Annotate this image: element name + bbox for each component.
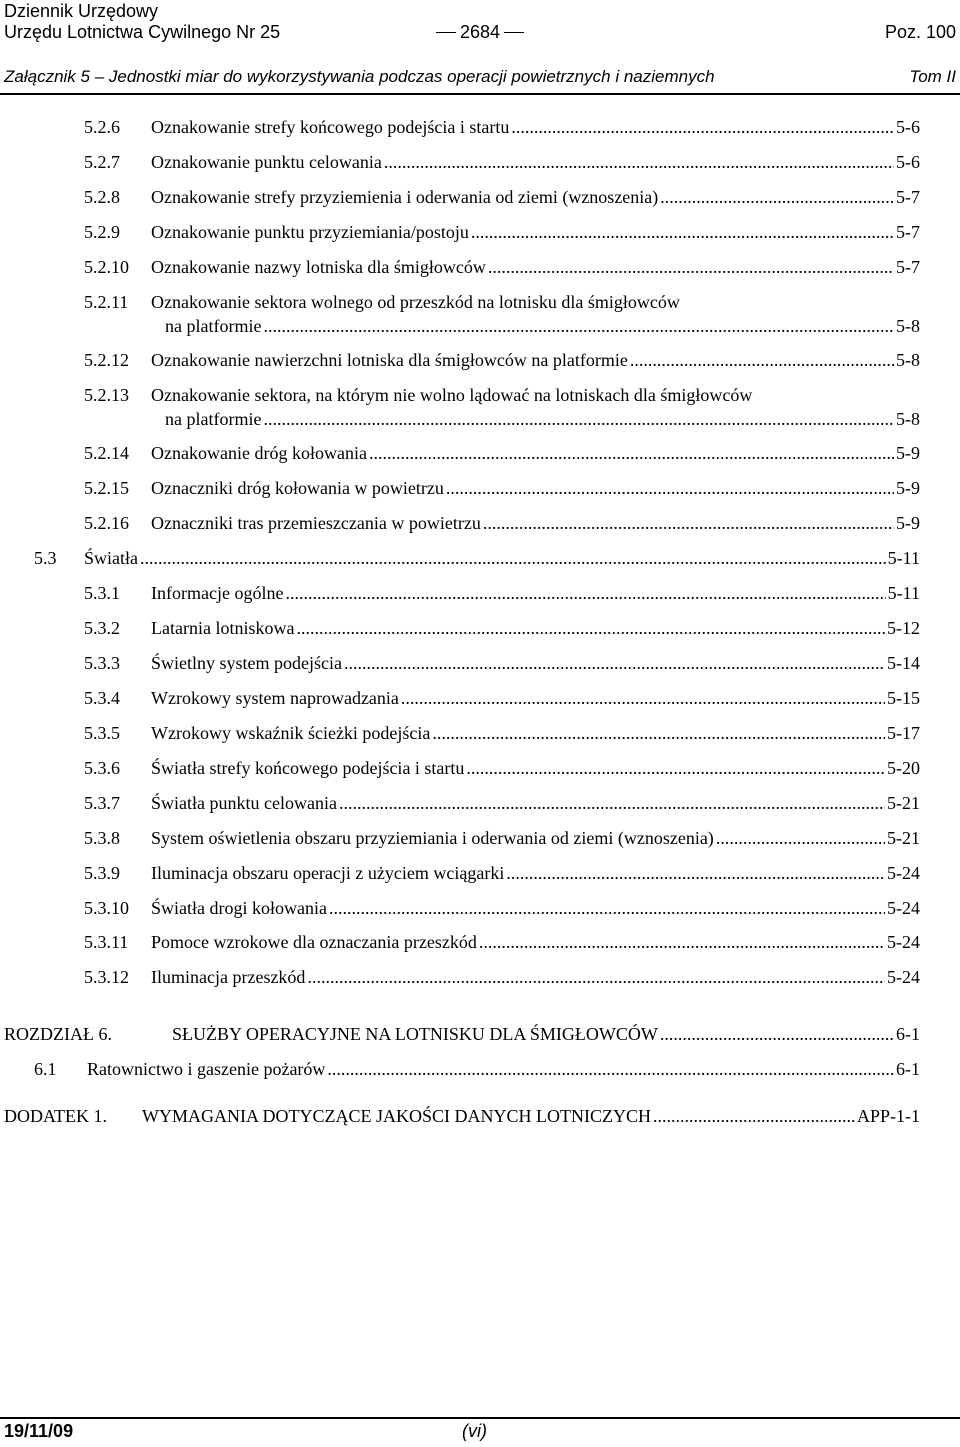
toc-entry-page: 5-7: [896, 187, 920, 207]
toc-entry-title: Pomoce wzrokowe dla oznaczania przeszkód: [151, 932, 477, 952]
toc-entry-line: [172, 1022, 920, 1046]
toc-entry-number: 5.2.11: [84, 292, 129, 312]
dot-leader: [384, 150, 894, 174]
dot-leader: [401, 686, 885, 710]
toc-entry-title: Światła: [84, 548, 138, 568]
dot-leader: [488, 255, 894, 279]
toc-entry-title: System oświetlenia obszaru przyziemiania i oderwania od ziemi (wznoszenia): [151, 828, 714, 848]
toc-entry-number: 5.2.10: [84, 257, 129, 277]
toc-entry-number: 5.3.8: [84, 828, 120, 848]
toc-entry-page: 5-11: [887, 548, 920, 568]
publication-title: Dziennik Urzędowy: [4, 1, 159, 21]
toc-entry-number: DODATEK 1.: [4, 1106, 107, 1126]
toc-entry-page: 5-21: [887, 828, 920, 848]
toc-entry-line: [151, 185, 920, 209]
dot-leader: [506, 861, 885, 885]
toc-entry-number: 5.3.7: [84, 793, 120, 813]
toc-entry-line: [151, 686, 920, 710]
toc-entry-line: [151, 861, 920, 885]
toc-entry-line: [151, 150, 920, 174]
toc-entry-line: [84, 546, 920, 570]
publication-issuer: Urzędu Lotnictwa Cywilnego Nr 25: [4, 22, 281, 42]
annex-subtitle: Załącznik 5 – Jednostki miar do wykorzystywania podczas operacji powietrznych i naziemnych: [4, 67, 715, 86]
toc-entry-title: WYMAGANIA DOTYCZĄCE JAKOŚCI DANYCH LOTNICZYCH: [142, 1106, 651, 1126]
toc-entry-number: 5.3.2: [84, 618, 120, 638]
toc-entry-line: [151, 756, 920, 780]
toc-entry-title: Oznakowanie dróg kołowania: [151, 443, 367, 463]
dot-leader: [653, 1104, 855, 1128]
toc-entry-number: 5.2.12: [84, 350, 129, 370]
dot-leader: [339, 791, 885, 815]
toc-entry-title: Oznakowanie strefy końcowego podejścia i startu: [151, 117, 510, 137]
toc-entry-page: 5-9: [896, 513, 920, 533]
toc-entry-title: Oznakowanie nazwy lotniska dla śmigłowców: [151, 257, 486, 277]
toc-entry-title: Iluminacja obszaru operacji z użyciem wciągarki: [151, 863, 505, 883]
toc-entry-number: 5.2.6: [84, 117, 120, 137]
toc-entry-line: [142, 1104, 920, 1128]
toc-entry-line: [151, 441, 920, 465]
toc-entry-line: [151, 826, 920, 850]
toc-entry-title: Iluminacja przeszkód: [151, 967, 306, 987]
dot-leader: [140, 546, 886, 570]
toc-entry-title: SŁUŻBY OPERACYJNE NA LOTNISKU DLA ŚMIGŁOWCÓW: [172, 1024, 658, 1044]
toc-entry-title: Wzrokowy system naprowadzania: [151, 688, 399, 708]
footer-rule: [0, 1417, 960, 1419]
dot-leader: [296, 616, 885, 640]
toc-entry-number: 5.2.14: [84, 443, 129, 463]
volume-label: Tom II: [909, 67, 956, 86]
toc-entry-page: 5-24: [887, 932, 920, 952]
dot-leader: [432, 721, 885, 745]
toc-entry-line: [165, 314, 920, 338]
toc-entry-number: 5.3.3: [84, 653, 120, 673]
toc-entry-title: Oznaczniki tras przemieszczania w powietrzu: [151, 513, 481, 533]
toc-entry-page: 5-11: [887, 583, 920, 603]
toc-entry-line: [151, 791, 920, 815]
toc-entry-line: [151, 616, 920, 640]
toc-entry-title: Światła strefy końcowego podejścia i startu: [151, 758, 465, 778]
footer-page-number: (vi): [462, 1421, 487, 1441]
toc-entry-page: 5-6: [896, 152, 920, 172]
toc-entry-title: Oznakowanie punktu przyziemiania/postoju: [151, 222, 469, 242]
dot-leader: [307, 965, 885, 989]
toc-entry-page: 5-24: [887, 967, 920, 987]
toc-entry-line: [151, 511, 920, 535]
dot-leader: [263, 407, 894, 431]
dot-leader: [479, 930, 885, 954]
toc-entry-page: 5-21: [887, 793, 920, 813]
toc-entry-title: Światła punktu celowania: [151, 793, 337, 813]
dot-leader: [483, 511, 894, 535]
toc-entry-number: 5.2.16: [84, 513, 129, 533]
toc-entry-number: 5.2.9: [84, 222, 120, 242]
toc-entry-number: 6.1: [34, 1059, 57, 1079]
toc-entry-title: Oznaczniki dróg kołowania w powietrzu: [151, 478, 444, 498]
toc-entry-page: 5-12: [887, 618, 920, 638]
dot-leader: [344, 651, 885, 675]
toc-entry-page: 5-8: [896, 316, 920, 336]
toc-entry-page: APP-1-1: [856, 1106, 920, 1126]
toc-entry-number: 5.3.11: [84, 932, 129, 952]
toc-entry-title: Oznakowanie sektora wolnego od przeszkód na lotnisku dla śmigłowców: [151, 292, 680, 312]
toc-entry-number: 5.3.4: [84, 688, 120, 708]
toc-entry-title: Oznakowanie strefy przyziemienia i oderwania od ziemi (wznoszenia): [151, 187, 659, 207]
toc-entry-number: 5.3.5: [84, 723, 120, 743]
dot-leader: [369, 441, 894, 465]
toc-entry-title-continuation: na platformie: [165, 409, 262, 429]
toc-entry-page: 6-1: [896, 1024, 920, 1044]
dot-leader: [471, 220, 894, 244]
toc-entry-line: [151, 896, 920, 920]
toc-entry-title: Światła drogi kołowania: [151, 898, 327, 918]
toc-entry-page: 5-8: [896, 409, 920, 429]
toc-entry-title: Latarnia lotniskowa: [151, 618, 295, 638]
dot-leader: [660, 185, 894, 209]
dot-leader: [466, 756, 885, 780]
toc-entry-page: 5-20: [887, 758, 920, 778]
toc-entry-line: [151, 651, 920, 675]
toc-entry-number: 5.2.13: [84, 385, 129, 405]
dot-leader: [511, 115, 894, 139]
toc-entry-number: 5.2.8: [84, 187, 120, 207]
dot-leader: [630, 348, 894, 372]
toc-entry-title: Oznakowanie punktu celowania: [151, 152, 382, 172]
toc-entry-title-continuation: na platformie: [165, 316, 262, 336]
toc-entry-page: 5-7: [896, 257, 920, 277]
dot-leader: [263, 314, 894, 338]
toc-entry-number: 5.2.15: [84, 478, 129, 498]
toc-entry-line: [151, 348, 920, 372]
dot-leader: [446, 476, 894, 500]
toc-entry-number: ROZDZIAŁ 6.: [4, 1024, 112, 1044]
toc-entry-line: [151, 255, 920, 279]
toc-entry-page: 5-9: [896, 478, 920, 498]
toc-entry-title: Oznakowanie sektora, na którym nie wolno lądować na lotniskach dla śmigłowców: [151, 385, 753, 405]
toc-entry-line: [151, 220, 920, 244]
toc-entry-page: 5-7: [896, 222, 920, 242]
toc-entry-line: [151, 115, 920, 139]
toc-entry-title: Świetlny system podejścia: [151, 653, 342, 673]
toc-entry-number: 5.3.12: [84, 967, 129, 987]
toc-entry-line: [151, 965, 920, 989]
position-label: Poz. 100: [884, 22, 956, 42]
toc-entry-page: 6-1: [896, 1059, 920, 1079]
toc-entry-line: [151, 930, 920, 954]
toc-entry-line: [151, 476, 920, 500]
toc-entry-title: Oznakowanie nawierzchni lotniska dla śmigłowców na platformie: [151, 350, 628, 370]
toc-entry-page: 5-17: [887, 723, 920, 743]
dot-leader: [285, 581, 885, 605]
toc-entry-page: 5-14: [887, 653, 920, 673]
toc-entry-number: 5.3.1: [84, 583, 120, 603]
toc-entry-title: Wzrokowy wskaźnik ścieżki podejścia: [151, 723, 431, 743]
toc-entry-page: 5-24: [887, 863, 920, 883]
toc-entry-number: 5.3: [34, 548, 57, 568]
toc-entry-title: Informacje ogólne: [151, 583, 284, 603]
dot-leader: [716, 826, 885, 850]
toc-entry-page: 5-6: [896, 117, 920, 137]
toc-entry-page: 5-24: [887, 898, 920, 918]
toc-entry-line: [87, 1057, 920, 1081]
toc-entry-title: Ratownictwo i gaszenie pożarów: [87, 1059, 326, 1079]
page-number-text: 2684: [459, 22, 501, 42]
toc-entry-line: [151, 581, 920, 605]
dot-leader: [329, 896, 885, 920]
dot-leader: [327, 1057, 894, 1081]
toc-entry-page: 5-15: [887, 688, 920, 708]
dot-leader: [660, 1022, 894, 1046]
toc-entry-number: 5.3.10: [84, 898, 129, 918]
toc-entry-line: [165, 407, 920, 431]
toc-entry-page: 5-9: [896, 443, 920, 463]
toc-entry-line: [151, 721, 920, 745]
toc-entry-number: 5.3.9: [84, 863, 120, 883]
footer-date: 19/11/09: [4, 1421, 74, 1441]
toc-entry-number: 5.2.7: [84, 152, 120, 172]
toc-entry-number: 5.3.6: [84, 758, 120, 778]
toc-entry-page: 5-8: [896, 350, 920, 370]
